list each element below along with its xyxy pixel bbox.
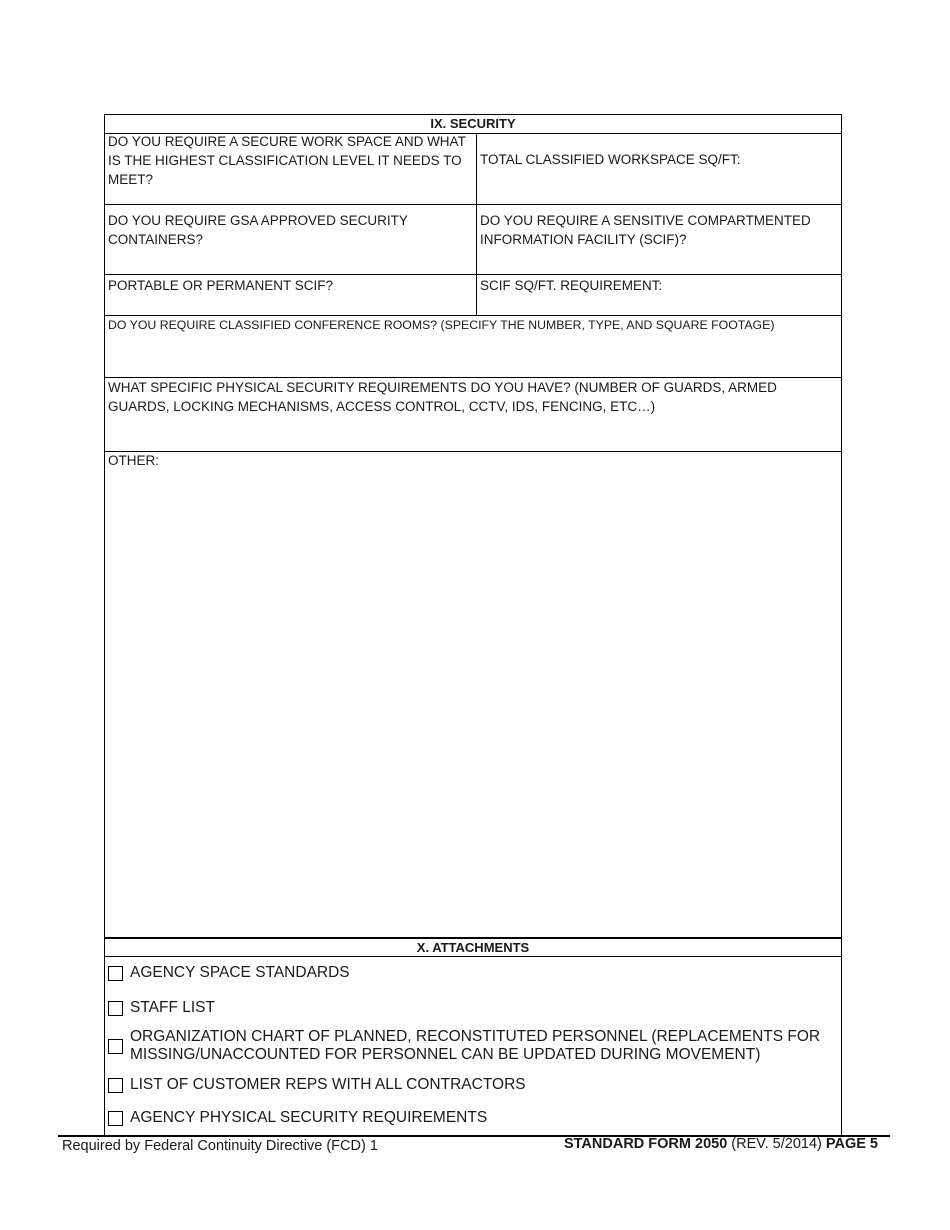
- attachment-organization-chart[interactable]: [108, 1028, 836, 1064]
- attachment-label: AGENCY PHYSICAL SECURITY REQUIREMENTS: [130, 1109, 488, 1126]
- attachments-section-header: X. ATTACHMENTS: [104, 937, 842, 957]
- form-revision: (REV. 5/2014): [731, 1136, 822, 1152]
- row-divider: [104, 274, 842, 275]
- attachment-staff-list[interactable]: [108, 999, 836, 1017]
- scif-sqft-requirement-field[interactable]: SCIF SQ/FT. REQUIREMENT:: [480, 278, 663, 293]
- physical-security-question[interactable]: WHAT SPECIFIC PHYSICAL SECURITY REQUIREMENTS DO YOU HAVE? (NUMBER OF GUARDS, ARMED GUARDS, LOCKING MECHANISMS, ACCESS CONTROL, CCTV, IDS, FENCING, ETC…): [108, 380, 777, 414]
- attachment-label: STAFF LIST: [130, 999, 215, 1016]
- row-divider: [104, 204, 842, 205]
- attachment-label: AGENCY SPACE STANDARDS: [130, 964, 350, 981]
- security-section-header: IX. SECURITY: [104, 114, 842, 134]
- portable-permanent-scif-field[interactable]: PORTABLE OR PERMANENT SCIF?: [108, 278, 334, 293]
- attachment-physical-security[interactable]: [108, 1109, 836, 1127]
- checkbox[interactable]: [108, 1039, 123, 1054]
- form-name: STANDARD FORM 2050: [563, 1136, 728, 1152]
- total-classified-sqft-field[interactable]: TOTAL CLASSIFIED WORKSPACE SQ/FT:: [480, 152, 741, 167]
- attachment-label: LIST OF CUSTOMER REPS WITH ALL CONTRACTORS: [130, 1076, 526, 1093]
- other-field[interactable]: OTHER:: [108, 453, 160, 468]
- gsa-containers-question[interactable]: DO YOU REQUIRE GSA APPROVED SECURITY CONTAINERS?: [108, 213, 408, 247]
- checkbox[interactable]: [108, 1111, 123, 1126]
- checkbox[interactable]: [108, 1078, 123, 1093]
- attachment-customer-reps[interactable]: [108, 1076, 836, 1094]
- attachment-agency-space-standards[interactable]: [108, 964, 836, 982]
- conference-rooms-question[interactable]: DO YOU REQUIRE CLASSIFIED CONFERENCE ROOMS? (SPECIFY THE NUMBER, TYPE, AND SQUARE FOOTAGE): [108, 318, 775, 332]
- footer-form-info: [564, 1136, 878, 1152]
- scif-question[interactable]: DO YOU REQUIRE A SENSITIVE COMPARTMENTED INFORMATION FACILITY (SCIF)?: [480, 213, 811, 247]
- attachment-label: ORGANIZATION CHART OF PLANNED, RECONSTITUTED PERSONNEL (REPLACEMENTS FOR MISSING/UNACCOUNTED FOR PERSONNEL CAN BE UPDATED DURING MOVEMENT): [130, 1028, 821, 1063]
- secure-workspace-question[interactable]: DO YOU REQUIRE A SECURE WORK SPACE AND WHAT IS THE HIGHEST CLASSIFICATION LEVEL IT NEEDS TO MEET?: [108, 134, 466, 187]
- footer-directive: Required by Federal Continuity Directive (FCD) 1: [62, 1138, 378, 1154]
- row-divider: [104, 315, 842, 316]
- checkbox[interactable]: [108, 966, 123, 981]
- page-number: PAGE 5: [825, 1136, 878, 1152]
- checkbox[interactable]: [108, 1001, 123, 1016]
